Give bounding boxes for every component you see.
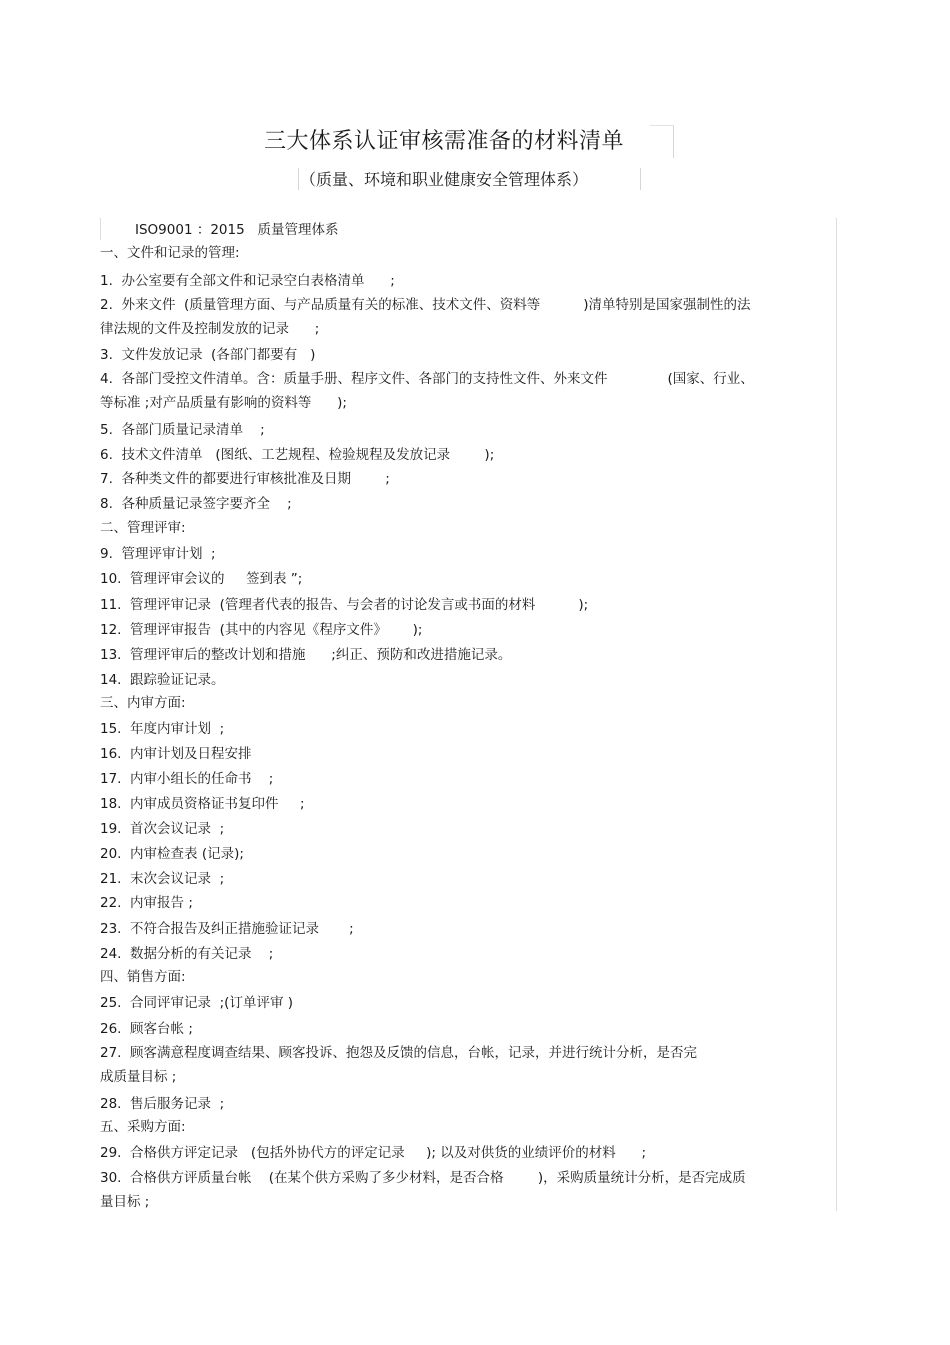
list-item: 4. 各部门受控文件清单。含：质量手册、程序文件、各部门的支持性文件、外来文件 (国家、行业、	[100, 371, 754, 387]
list-item-continuation: 等标准 ;对产品质量有影响的资料等 );	[100, 395, 347, 411]
list-item: 8. 各种质量记录签字要齐全 ;	[100, 496, 292, 512]
section-heading: 三、内审方面:	[100, 695, 186, 711]
list-item-continuation: 律法规的文件及控制发放的记录 ;	[100, 321, 320, 337]
list-item: 16. 内审计划及日程安排	[100, 746, 252, 762]
section-heading: 一、文件和记录的管理:	[100, 245, 240, 261]
list-item: 5. 各部门质量记录清单 ;	[100, 422, 265, 438]
list-item: 28. 售后服务记录 ;	[100, 1096, 225, 1112]
list-item-continuation: 量目标 ;	[100, 1194, 150, 1210]
list-item: 20. 内审检查表 (记录);	[100, 846, 244, 862]
list-item: 15. 年度内审计划 ;	[100, 721, 225, 737]
list-item: 6. 技术文件清单 (图纸、工艺规程、检验规程及发放记录 );	[100, 447, 495, 463]
list-item: 3. 文件发放记录 (各部门都要有 )	[100, 347, 316, 363]
list-item: 22. 内审报告 ;	[100, 895, 193, 911]
list-item: 12. 管理评审报告 (其中的内容见《程序文件》 );	[100, 622, 423, 638]
document-title: 三大体系认证审核需准备的材料清单	[264, 129, 625, 154]
list-item-continuation: 成质量目标 ;	[100, 1069, 177, 1085]
subtitle-left-mark	[298, 168, 299, 190]
section-heading: 五、采购方面:	[100, 1119, 186, 1135]
list-item: 23. 不符合报告及纠正措施验证记录 ;	[100, 921, 354, 937]
section-heading: 二、管理评审:	[100, 520, 186, 536]
list-item: 10. 管理评审会议的 签到表 ”;	[100, 571, 303, 587]
list-item: 25. 合同评审记录 ;(订单评审 )	[100, 995, 294, 1011]
list-item: 7. 各种类文件的都要进行审核批准及日期 ;	[100, 471, 390, 487]
list-item: 26. 顾客台帐 ;	[100, 1021, 193, 1037]
subtitle-right-mark	[640, 168, 641, 190]
list-item: 24. 数据分析的有关记录 ;	[100, 946, 274, 962]
list-item: 1. 办公室要有全部文件和记录空白表格清单 ;	[100, 273, 395, 289]
document-subtitle: （质量、环境和职业健康安全管理体系）	[300, 170, 589, 189]
list-item: 29. 合格供方评定记录 (包括外协代方的评定记录 ); 以及对供货的业绩评价的材料 ;	[100, 1145, 647, 1161]
list-item: 17. 内审小组长的任命书 ;	[100, 771, 274, 787]
list-item: 30. 合格供方评质量台帐 (在某个供方采购了多少材料，是否合格 )，采购质量统计分析，是否完成质	[100, 1170, 746, 1186]
list-item: 11. 管理评审记录 (管理者代表的报告、与会者的讨论发言或书面的材料 );	[100, 597, 589, 613]
list-item: 19. 首次会议记录 ;	[100, 821, 225, 837]
list-item: 21. 末次会议记录 ;	[100, 871, 225, 887]
list-item: 13. 管理评审后的整改计划和措施 ;纠正、预防和改进措施记录。	[100, 647, 512, 663]
title-corner-mark-top	[650, 125, 674, 126]
list-item: 14. 跟踪验证记录。	[100, 672, 225, 688]
section-heading: 四、销售方面:	[100, 969, 186, 985]
list-item: 9. 管理评审计划 ;	[100, 546, 216, 562]
list-item: 27. 顾客满意程度调查结果、顾客投诉、抱怨及反馈的信息，台帐，记录，并进行统计分析，是否完	[100, 1045, 698, 1061]
list-item: 2. 外来文件 (质量管理方面、与产品质量有关的标准、技术文件、资料等 )清单特别是国家强制性的法	[100, 297, 751, 313]
standard-heading: ISO9001 ：2015 质量管理体系	[135, 222, 339, 238]
title-corner-mark	[673, 125, 674, 158]
list-item: 18. 内审成员资格证书复印件 ;	[100, 796, 305, 812]
left-margin-mark	[100, 218, 101, 240]
right-margin-line	[836, 218, 837, 1211]
